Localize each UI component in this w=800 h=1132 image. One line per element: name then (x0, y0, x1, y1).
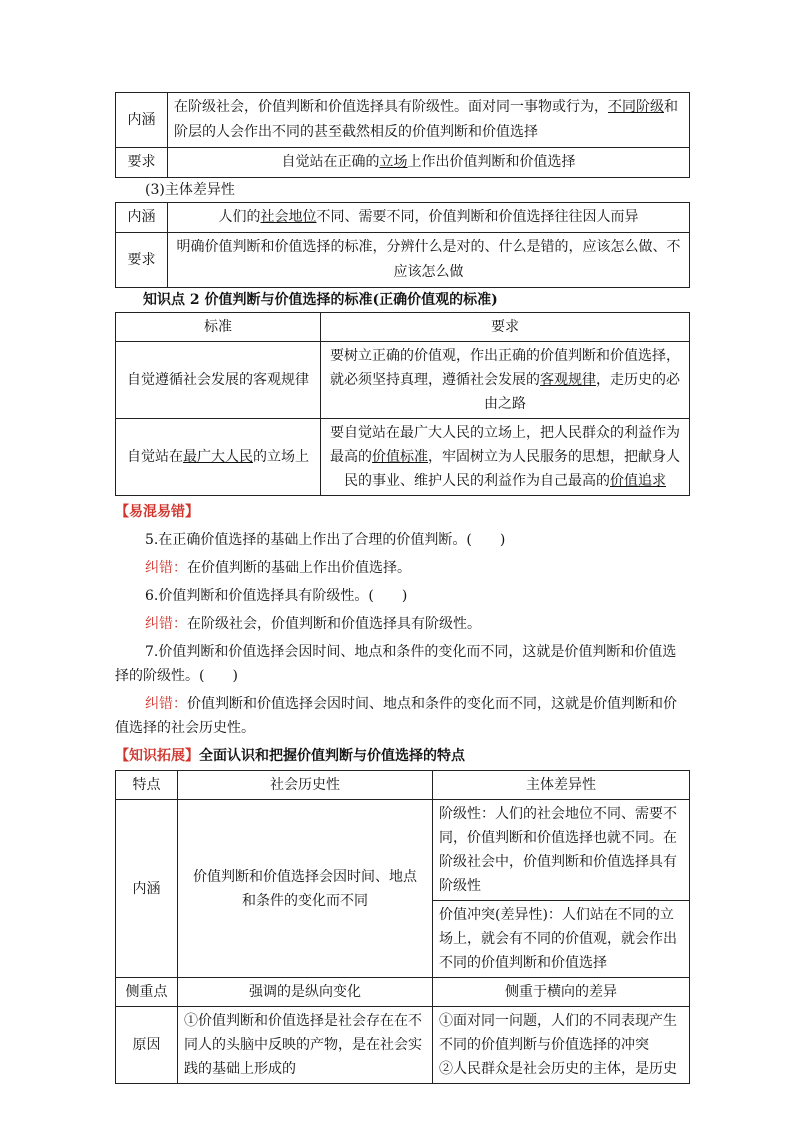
question-item: 5.在正确价值选择的基础上作出了合理的价值判断。( ) (145, 532, 506, 548)
sub-heading: (3)主体差异性 (145, 182, 235, 198)
table-header-row (116, 771, 690, 800)
subject-cell: 价值冲突(差异性)：人们站在不同的立场上，就会有不同的价值观，就会作出不同的价值判断和价值选择 (433, 901, 690, 978)
table-row (116, 800, 690, 901)
row-label: 内涵 (116, 203, 168, 233)
row-label: 内涵 (116, 800, 178, 978)
column-header: 标准 (116, 313, 321, 342)
standard-cell: 自觉遵循社会发展的客观规律 (116, 342, 321, 419)
row-content: 在阶级社会，价值判断和价值选择具有阶级性。面对同一事物或行为，不同阶级和阶层的人会作出不同的甚至截然相反的价值判断和价值选择 (168, 93, 690, 148)
row-label: 原因 (116, 1007, 178, 1084)
row-label: 内涵 (116, 93, 168, 148)
table-row (116, 233, 690, 288)
requirement-cell: 要自觉站在最广大人民的立场上，把人民群众的利益作为最高的价值标准，牢固树立为人民服务的思想，把献身人民的事业、维护人民的利益作为自己最高的价值追求 (321, 419, 690, 496)
requirement-cell: 要树立正确的价值观，作出正确的价值判断和价值选择，就必须坚持真理，遵循社会发展的客观规律，走历史的必由之路 (321, 342, 690, 419)
standards-table (115, 312, 690, 496)
correction-item: 纠错：在价值判断的基础上作出价值选择。 (145, 560, 411, 576)
column-header: 特点 (116, 771, 178, 800)
table-row (116, 978, 690, 1007)
table-row (116, 93, 690, 148)
correction-item: 纠错：在阶级社会，价值判断和价值选择具有阶级性。 (145, 616, 481, 632)
question-item: 7.价值判断和价值选择会因时间、地点和条件的变化而不同，这就是价值判断和价值选择的阶级性。( ) (115, 644, 677, 684)
subject-cell: 阶级性：人们的社会地位不同、需要不同，价值判断和价值选择也就不同。在阶级社会中，价值判断和价值选择具有阶级性 (433, 800, 690, 901)
knowledge-point-title: 知识点 2 价值判断与价值选择的标准(正确价值观的标准) (143, 292, 498, 308)
column-header: 要求 (321, 313, 690, 342)
subject-cell: 侧重于横向的差异 (433, 978, 690, 1007)
subject-difference-table (115, 202, 690, 288)
row-label: 要求 (116, 148, 168, 178)
correction-item: 纠错：价值判断和价值选择会因时间、地点和条件的变化而不同，这就是价值判断和价值选择的社会历史性。 (115, 696, 677, 736)
row-label: 要求 (116, 233, 168, 288)
standard-cell: 自觉站在最广大人民的立场上 (116, 419, 321, 496)
table-row (116, 148, 690, 178)
social-cell: 价值判断和价值选择会因时间、地点和条件的变化而不同 (178, 800, 433, 978)
table-row (116, 419, 690, 496)
subject-cell: ①面对同一问题，人们的不同表现产生不同的价值判断与价值选择的冲突 ②人民群众是社会历史的主体，是历史 (433, 1007, 690, 1084)
expansion-title: 【知识拓展】全面认识和把握价值判断与价值选择的特点 (115, 748, 465, 764)
question-item: 6.价值判断和价值选择具有阶级性。( ) (145, 588, 408, 604)
table-row (116, 342, 690, 419)
table-header-row (116, 313, 690, 342)
expansion-table (115, 770, 690, 1084)
social-cell: ①价值判断和价值选择是社会存在在不同人的头脑中反映的产物，是在社会实践的基础上形成的 (178, 1007, 433, 1084)
easy-mistakes-title: 【易混易错】 (115, 504, 199, 520)
row-label: 侧重点 (116, 978, 178, 1007)
class-nature-table (115, 92, 690, 178)
row-content: 自觉站在正确的立场上作出价值判断和价值选择 (168, 148, 690, 178)
social-cell: 强调的是纵向变化 (178, 978, 433, 1007)
table-row (116, 1007, 690, 1084)
column-header: 主体差异性 (433, 771, 690, 800)
document-page (115, 92, 690, 1084)
row-content: 明确价值判断和价值选择的标准，分辨什么是对的、什么是错的，应该怎么做、不应该怎么做 (168, 233, 690, 288)
row-content: 人们的社会地位不同、需要不同，价值判断和价值选择往往因人而异 (168, 203, 690, 233)
column-header: 社会历史性 (178, 771, 433, 800)
table-row (116, 203, 690, 233)
